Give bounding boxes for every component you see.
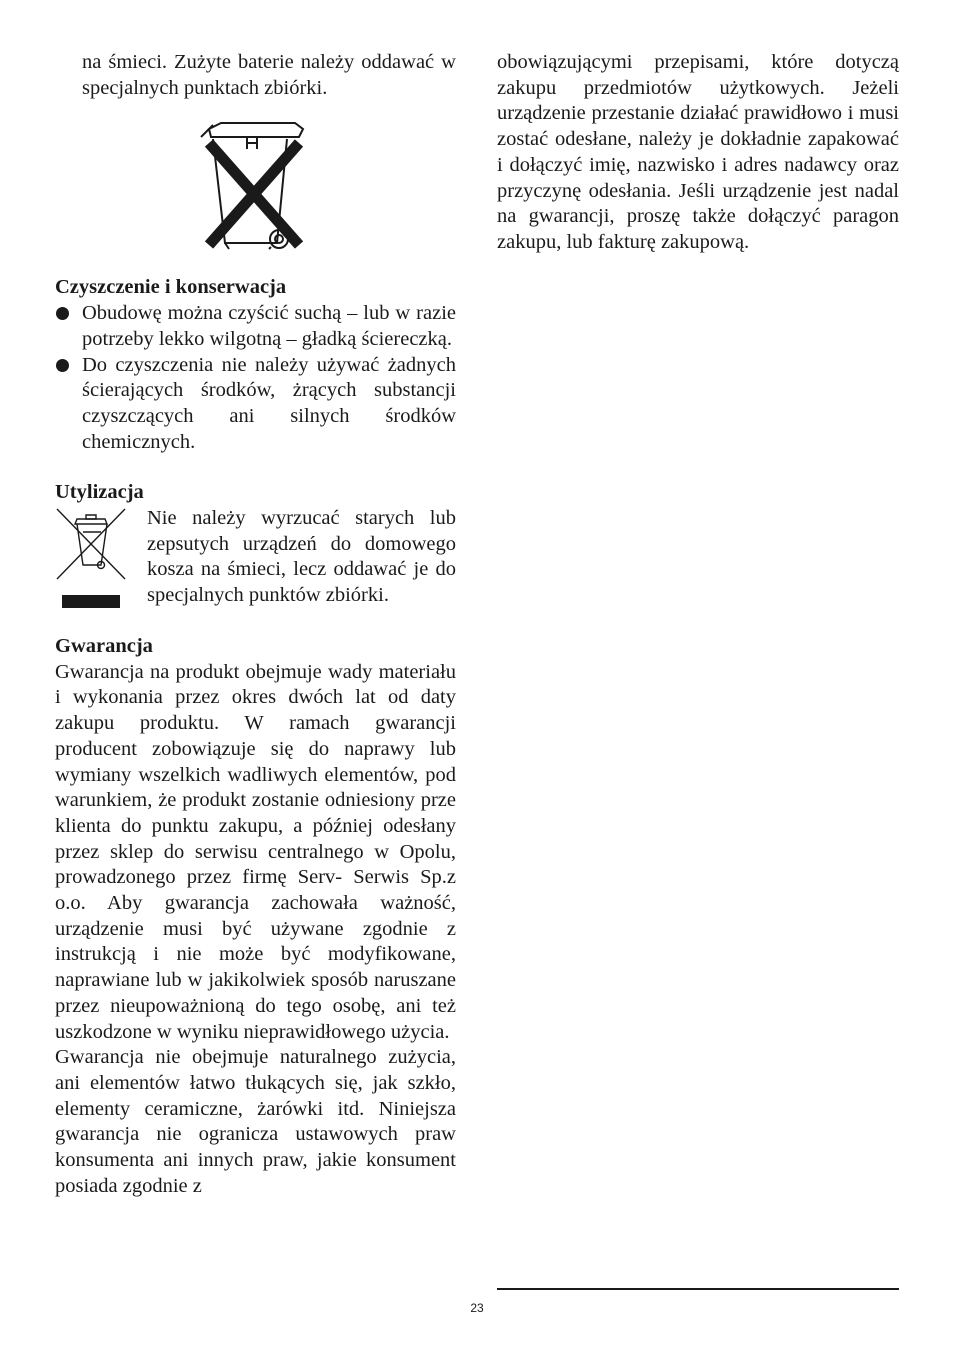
list-item	[55, 301, 456, 352]
warranty-heading: Gwarancja	[55, 635, 153, 658]
disposal-heading: Utylizacja	[55, 481, 144, 504]
warranty-continuation: obowiązującymi przepisami, które dotyczą zakupu przedmiotów użytkowych. Jeżeli urządzenie przestanie działać prawidłowo i musi zostać odesłane, należy je dokładnie zapakować i dołączyć imię, nazwisko i adres nadawcy oraz przyczynę odesłania. Jeśli urządzenie jest nadal na gwarancji, proszę także dołączyć paragon zakupu, lub fakturę zakupową.	[497, 51, 899, 253]
crossed-out-wheelie-bin-icon	[195, 115, 307, 253]
intro-text: na śmieci. Zużyte baterie należy oddawać w specjalnych punktach zbiórki.	[82, 51, 456, 99]
bullet-icon	[56, 359, 69, 372]
list-item	[55, 353, 456, 456]
weee-crossed-bin-icon	[55, 507, 127, 609]
right-column	[497, 50, 899, 256]
disposal-section	[55, 506, 456, 609]
bullet-icon	[56, 307, 69, 320]
cleaning-item-1: Obudowę można czyścić suchą – lub w razie potrzeby lekko wilgotną – gładką ściereczką.	[82, 302, 456, 350]
cleaning-heading: Czyszczenie i konserwacja	[55, 276, 287, 299]
cleaning-item-2: Do czyszczenia nie należy używać żadnych ścierających środków, żrących substancji czyszczących ani silnych środków chemicznych.	[82, 353, 456, 453]
page-number: 23	[470, 1301, 484, 1315]
disposal-text: Nie należy wyrzucać starych lub zepsutych urządzeń do domowego kosza na śmieci, lecz oddawać je do specjalnych punktów zbiórki.	[147, 507, 456, 607]
warranty-paragraph-2: Gwarancja nie obejmuje naturalnego zużycia, ani elementów łatwo tłukących się, jak szkło, elementy ceramiczne, żarówki itd. Niniejsza gwarancja nie ogranicza ustawowych praw konsumenta ani innych praw, jakie konsument posiada zgodnie z	[55, 1046, 456, 1197]
left-column	[55, 50, 456, 1200]
footer-divider	[497, 1288, 899, 1290]
warranty-paragraph-1: Gwarancja na produkt obejmuje wady materiału i wykonania przez okres dwóch lat od daty zakupu produktu. W ramach gwarancji producent zobowiązuje się do naprawy lub wymiany wszelkich wadliwych elementów, pod warunkiem, że produkt zostanie odniesiony prze klienta do punktu zakupu, a później odesłany przez sklep do serwisu centralnego w Opolu, prowadzonego przez firmę Serv- Serwis Sp.z o.o. Aby gwarancja zachowała ważność, urządzenie musi być używane zgodnie z instrukcją i nie może być modyfikowane, naprawiane lub w jakikolwiek sposób naruszane przez nieupoważnioną do tego osobę, ani też uszkodzone w wyniku nieprawidłowego użycia.	[55, 660, 456, 1043]
